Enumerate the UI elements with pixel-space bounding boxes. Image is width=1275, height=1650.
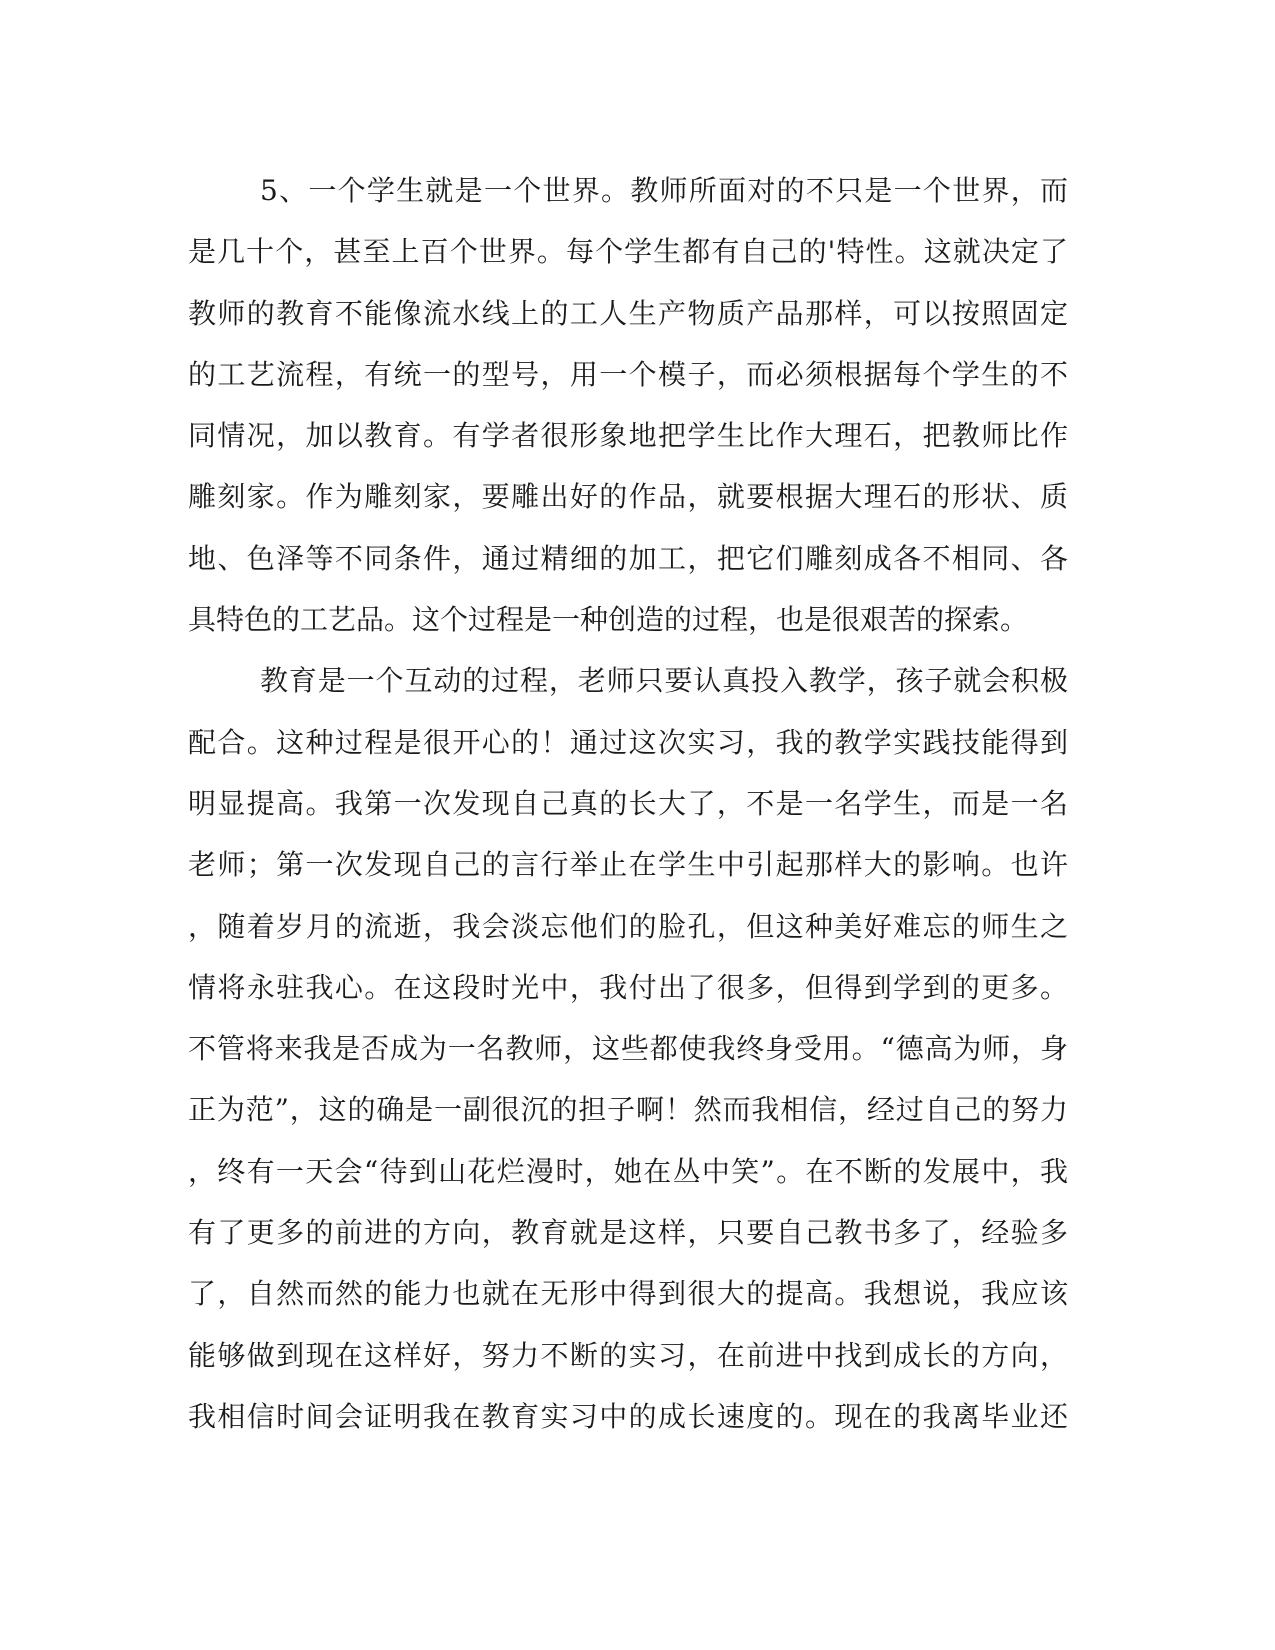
text-line: 不管将来我是否成为一名教师，这些都使我终身受用。“德高为师，身 — [188, 1032, 1068, 1066]
text-line: 明显提高。我第一次发现自己真的长大了，不是一名学生，而是一名 — [188, 786, 1068, 820]
text-line: 情将永驻我心。在这段时光中，我付出了很多，但得到学到的更多。 — [188, 970, 1068, 1004]
text-line: 有了更多的前进的方向，教育就是这样，只要自己教书多了，经验多 — [188, 1216, 1068, 1250]
text-line: ，随着岁月的流逝，我会淡忘他们的脸孔，但这种美好难忘的师生之 — [188, 909, 1068, 943]
text-line: 地、色泽等不同条件，通过精细的加工，把它们雕刻成各不相同、各 — [188, 541, 1068, 575]
text-line: 我相信时间会证明我在教育实习中的成长速度的。现在的我离毕业还 — [188, 1399, 1068, 1433]
text-line: 老师；第一次发现自己的言行举止在学生中引起那样大的影响。也许 — [188, 848, 1068, 882]
text-line: 能够做到现在这样好，努力不断的实习，在前进中找到成长的方向， — [188, 1338, 1068, 1372]
text-line: 配合。这种过程是很开心的！通过这次实习，我的教学实践技能得到 — [188, 725, 1068, 759]
text-line: 教育是一个互动的过程，老师只要认真投入教学，孩子就会积极 — [260, 664, 1068, 698]
text-line: 的工艺流程，有统一的型号，用一个模子，而必须根据每个学生的不 — [188, 357, 1068, 391]
text-line: 雕刻家。作为雕刻家，要雕出好的作品，就要根据大理石的形状、质 — [188, 480, 1068, 514]
text-line: 是几十个，甚至上百个世界。每个学生都有自己的'特性。这就决定了 — [188, 235, 1068, 269]
text-line: 了，自然而然的能力也就在无形中得到很大的提高。我想说，我应该 — [188, 1277, 1068, 1311]
text-line: ，终有一天会“待到山花烂漫时，她在丛中笑”。在不断的发展中，我 — [188, 1154, 1068, 1188]
text-line: 同情况，加以教育。有学者很形象地把学生比作大理石，把教师比作 — [188, 419, 1068, 453]
text-line: 具特色的工艺品。这个过程是一种创造的过程，也是很艰苦的探索。 — [188, 603, 1029, 637]
text-line: 5、一个学生就是一个世界。教师所面对的不只是一个世界，而 — [260, 174, 1068, 207]
text-line: 正为范”，这的确是一副很沉的担子啊！然而我相信，经过自己的努力 — [188, 1093, 1068, 1127]
body-text — [188, 160, 1068, 1447]
text-line: 教师的教育不能像流水线上的工人生产物质产品那样，可以按照固定 — [188, 296, 1068, 330]
